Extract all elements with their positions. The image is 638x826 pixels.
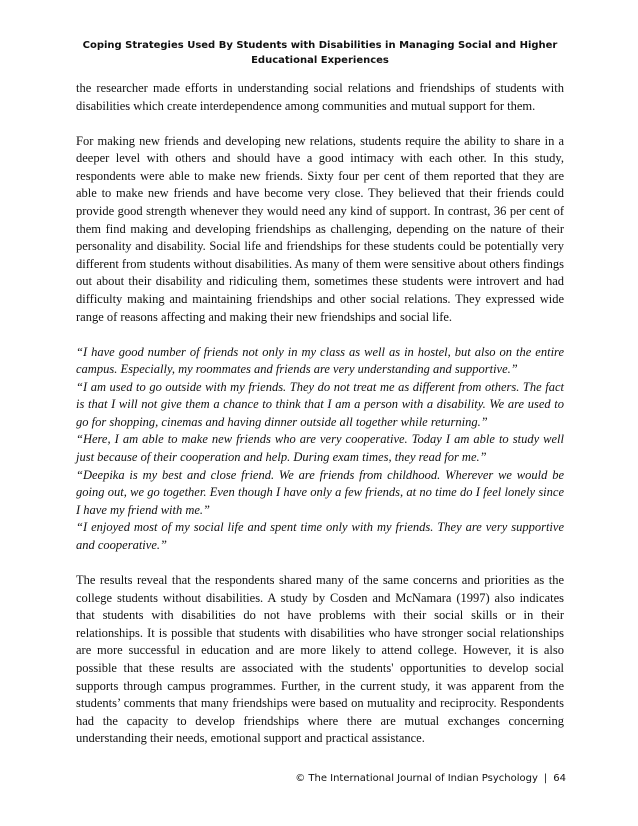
running-header: Coping Strategies Used By Students with Disabilities in Managing Social and Higher Educational Experiences — [82, 40, 558, 66]
respondent-quote-2: “I am used to go outside with my friends. They do not treat me as different from others. The fact is that I will not give them a chance to think that I am a person with a disability. We are used to go for shopping, cinemas and having dinner outside all together while returning.” — [76, 379, 564, 429]
page-number: 64 — [553, 773, 566, 784]
journal-credit: © The International Journal of Indian Psychology — [295, 773, 538, 784]
page-footer — [295, 772, 566, 786]
respondent-quote-1: “I have good number of friends not only in my class as well as in hostel, but also on the entire campus. Especially, my roommates and friends are very understanding and supportive.” — [76, 344, 564, 377]
article-body — [76, 80, 564, 765]
respondent-quotes — [76, 344, 564, 555]
body-paragraph-3: The results reveal that the respondents shared many of the same concerns and priorities as the college students without disabilities. A study by Cosden and McNamara (1997) also indicates that students with disabilities do not have problems with their social skills or in their relationships. It is possible that students with disabilities who have stronger social relationships are more successful in education and are more likely to attend college. However, it is also possible that these results are associated with the students' opportunities to develop social supports through campus programmes. Further, in the current study, it was apparent from the students’ comments that many friendships were based on mutuality and reciprocity. Respondents had the capacity to develop friendships where there are mutual exchanges concerning understanding their needs, emotional support and practical assistance. — [76, 573, 564, 746]
respondent-quote-5: “I enjoyed most of my social life and spent time only with my friends. They are very supportive and cooperative.” — [76, 520, 564, 553]
body-paragraph-1: the researcher made efforts in understanding social relations and friendships of students with disabilities which create interdependence among communities and mutual support for them. — [76, 81, 564, 113]
respondent-quote-4: “Deepika is my best and close friend. We are friends from childhood. Wherever we would be going out, we go together. Even though I have only a few friends, at no time do I feel lonely since I have my friend with me.” — [76, 467, 564, 517]
footer-separator: | — [543, 773, 548, 784]
body-paragraph-2: For making new friends and developing new relations, students require the ability to share in a deeper level with others and should have a good intimacy with each other. In this study, respondents were able to make new friends. Sixty four per cent of them reported that they are able to make new friends and have become very close. They believed that their friends could provide good strength whenever they would need any kind of support. In contrast, 36 per cent of them find making and developing friendships as challenging, depending on the nature of their personality and disability. Social life and friendships for these students could be potentially very different from students without disabilities. As many of them were sensitive about others findings out about their disability and ridiculing them, sometimes these students were introvert and had difficulty making and maintaining friendships and other social relations. They expressed wide range of reasons affecting and making their new friendships and social life. — [76, 133, 564, 324]
respondent-quote-3: “Here, I am able to make new friends who are very cooperative. Today I am able to study well just because of their cooperation and help. During exam times, they read for me.” — [76, 432, 564, 465]
